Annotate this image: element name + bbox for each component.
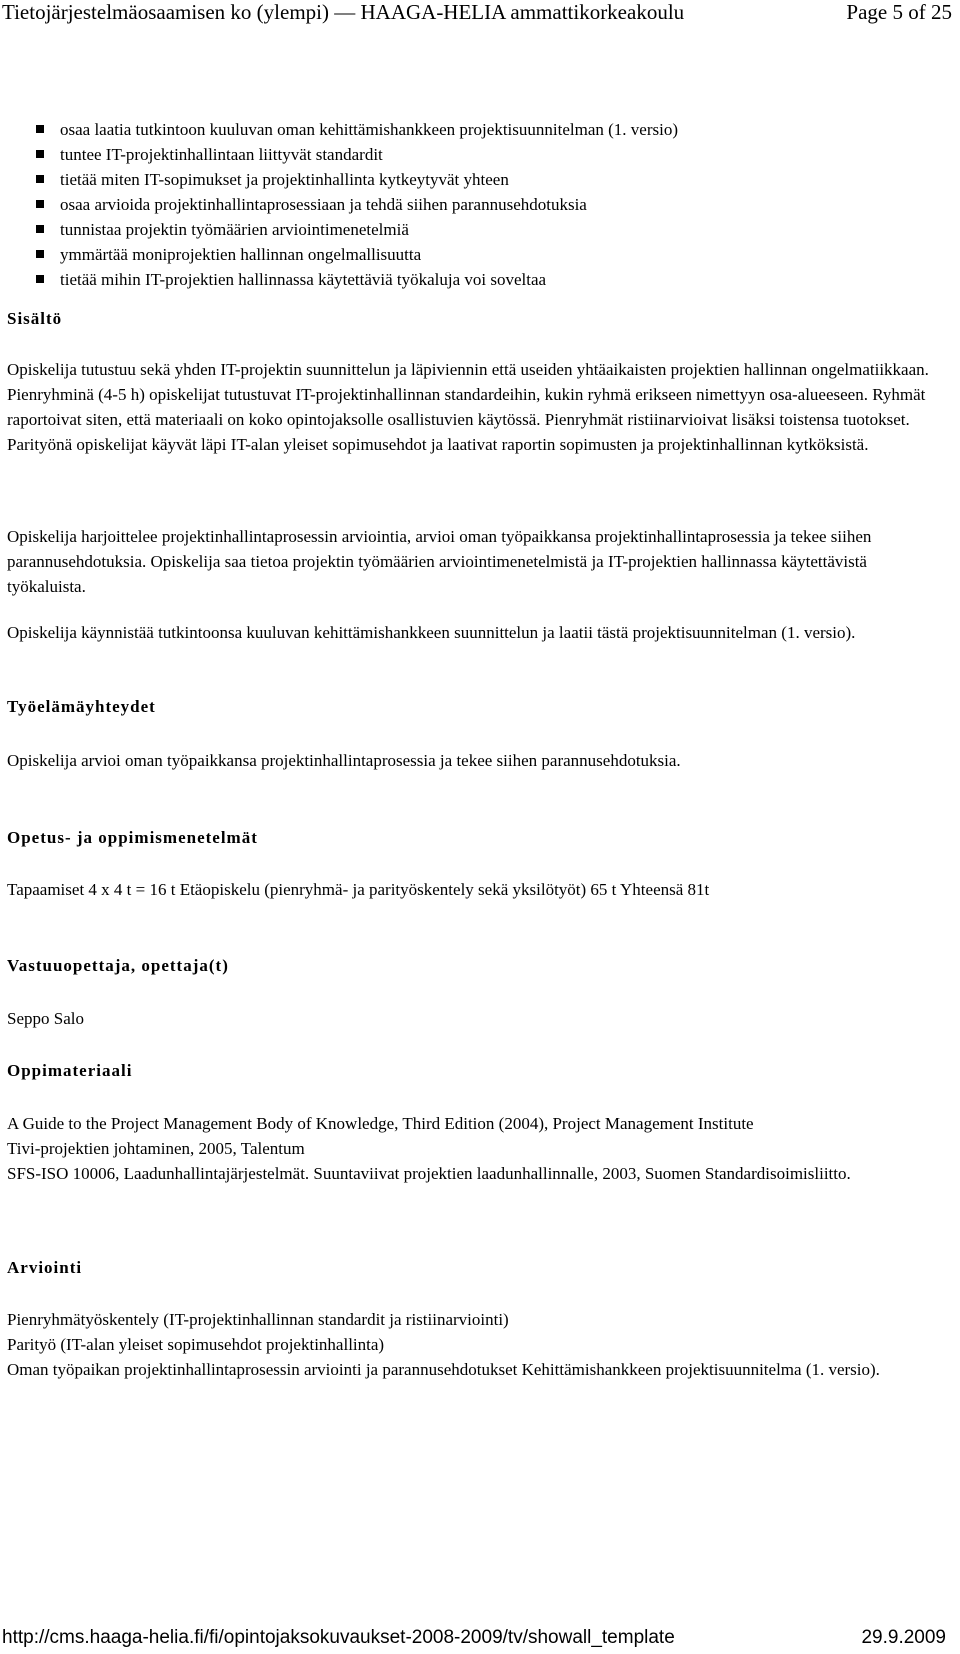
footer-url[interactable]: http://cms.haaga-helia.fi/fi/opintojaksokuvaukset-2008-2009/tv/showall_template [2,1627,675,1648]
arviointi-line: Oman työpaikan projektinhallintaprosessin arviointi ja parannusehdotukset Kehittämishankkeen projektisuunnitelma (1. versio). [7,1360,880,1379]
square-bullet-icon [36,275,44,283]
goals-list [7,117,943,292]
arviointi-line: Parityö (IT-alan yleiset sopimusehdot projektinhallinta) [7,1335,385,1354]
goals-section [7,117,943,292]
tyoelama-paragraph: Opiskelija arvioi oman työpaikkansa projektinhallintaprosessia ja tekee siihen parannusehdotuksia. [7,751,681,770]
sisalto-paragraph-1: Opiskelija tutustuu sekä yhden IT-projektin suunnittelun ja läpiviennin että useiden yhtäaikaisten projektien hallinnan ongelmatiikkaan. Pienryhminä (4-5 h) opiskelijat tutustuvat IT-projektinhallinnan standardeihin, kukin ryhmä erikseen nimettyyn osa-alueeseen. Ryhmät raportoivat siten, että materiaali on koko opintojaksolle osallistuvien käytössä. Pienryhmät ristiinarvioivat lisäksi toistensa tuotokset. Parityönä opiskelijat käyvät läpi IT-alan yleiset sopimusehdot ja laativat raportin sopimusten ja projektinhallinnan kytköksistä. [7,360,929,454]
vastuu-paragraph: Seppo Salo [7,1009,84,1028]
materiaali-line: SFS-ISO 10006, Laadunhallintajärjestelmät. Suuntaviivat projektien laadunhallinnalle, 2003, Suomen Standardisoimisliitto. [7,1164,851,1183]
opetus-paragraph: Tapaamiset 4 x 4 t = 16 t Etäopiskelu (pienryhmä- ja parityöskentely sekä yksilötyöt) 65 t Yhteensä 81t [7,880,710,899]
square-bullet-icon [36,250,44,258]
list-item [7,167,943,192]
arviointi-line: Pienryhmätyöskentely (IT-projektinhallinnan standardit ja ristiinarviointi) [7,1310,509,1329]
header-title: Tietojärjestelmäosaamisen ko (ylempi) — HAAGA-HELIA ammattikorkeakoulu [2,0,685,24]
arviointi-list [7,1307,943,1382]
sisalto-heading: Sisältö [7,309,63,328]
materiaali-list [7,1111,943,1186]
list-item [7,192,943,217]
goal-text: tunnistaa projektin työmäärien arviointimenetelmiä [60,220,409,239]
goal-text: osaa arvioida projektinhallintaprosessiaan ja tehdä siihen parannusehdotuksia [60,195,587,214]
goal-text: ymmärtää moniprojektien hallinnan ongelmallisuutta [60,245,422,264]
list-item [7,117,943,142]
tyoelama-heading: Työelämäyhteydet [7,697,156,716]
square-bullet-icon [36,150,44,158]
materiaali-line: Tivi-projektien johtaminen, 2005, Talentum [7,1139,305,1158]
square-bullet-icon [36,200,44,208]
list-item [7,242,943,267]
goal-text: osaa laatia tutkintoon kuuluvan oman kehittämishankkeen projektisuunnitelman (1. versio) [60,120,678,139]
materiaali-heading: Oppimateriaali [7,1061,133,1080]
opetus-heading: Opetus- ja oppimismenetelmät [7,828,258,847]
arviointi-heading: Arviointi [7,1258,83,1277]
sisalto-paragraph-3: Opiskelija käynnistää tutkintoonsa kuuluvan kehittämishankkeen suunnittelun ja laatii tästä projektisuunnitelman (1. versio). [7,623,856,642]
list-item [7,142,943,167]
goal-text: tietää miten IT-sopimukset ja projektinhallinta kytkeytyvät yhteen [60,170,509,189]
header-page-number: Page 5 of 25 [846,0,952,24]
list-item [7,267,943,292]
footer-date: 29.9.2009 [861,1627,946,1648]
square-bullet-icon [36,175,44,183]
square-bullet-icon [36,225,44,233]
page-footer [0,1626,960,1654]
list-item [7,217,943,242]
square-bullet-icon [36,125,44,133]
goal-text: tietää mihin IT-projektien hallinnassa käytettäviä työkaluja voi soveltaa [60,270,547,289]
sisalto-paragraph-2: Opiskelija harjoittelee projektinhallintaprosessin arviointia, arvioi oman työpaikkansa projektinhallintaprosessia ja tekee siihen parannusehdotuksia. Opiskelija saa tietoa projektin työmäärien arviointimenetelmistä ja IT-projektien hallinnassa käytettävistä työkaluista. [7,527,872,596]
materiaali-line: A Guide to the Project Management Body of Knowledge, Third Edition (2004), Project Management Institute [7,1114,754,1133]
page-header [0,0,952,30]
goal-text: tuntee IT-projektinhallintaan liittyvät standardit [60,145,383,164]
vastuu-heading: Vastuuopettaja, opettaja(t) [7,956,229,975]
